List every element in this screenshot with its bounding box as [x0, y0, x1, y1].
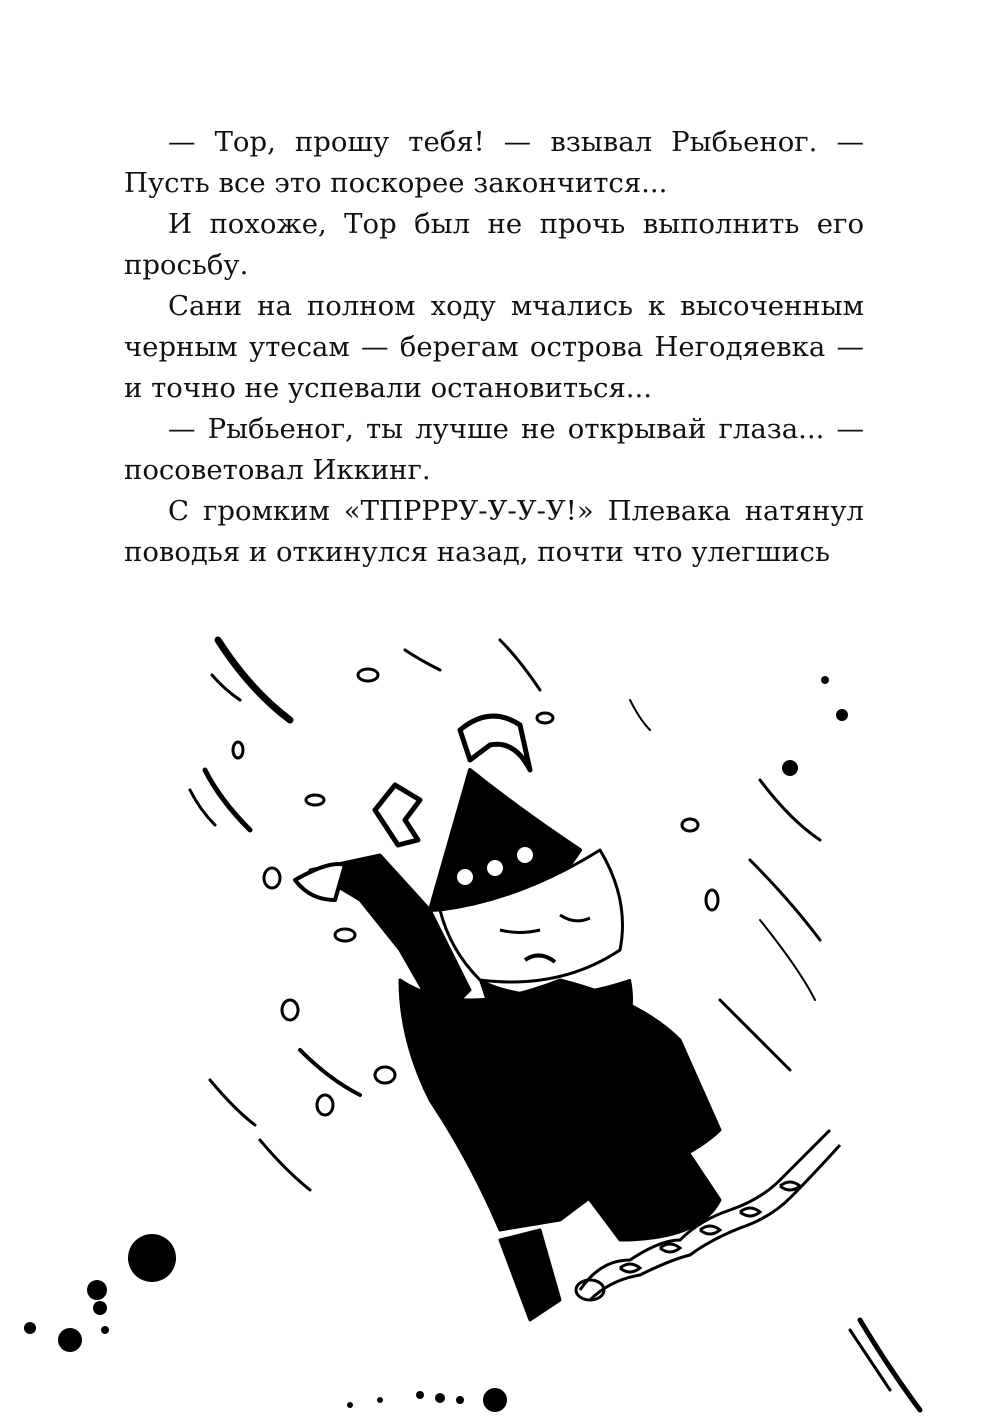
page-text [124, 122, 864, 573]
helmet-rivet [515, 845, 535, 865]
helmet-rivet [485, 858, 505, 878]
left-horn [375, 785, 420, 845]
paragraph-4: — Рыбьеног, ты лучше не открывай глаза... — посоветовал Иккинг. [124, 413, 864, 486]
helmet-rivet [455, 867, 475, 887]
paragraph-1: — Тор, прошу тебя! — взывал Рыбьеног. — Пусть все это поскорее закончится... [124, 126, 864, 199]
sled-runner [500, 1230, 560, 1320]
viking-sketch-illustration [0, 600, 1000, 1424]
right-horn [460, 716, 530, 770]
paragraph-2: И похоже, Тор был не прочь выполнить его просьбу. [124, 208, 864, 281]
rein-hand [295, 864, 345, 900]
viking-figure [295, 716, 720, 1320]
paragraph-3: Сани на полном ходу мчались к высоченным черным утесам — берегам острова Негодяевка — и точно не успевали остановиться... [124, 290, 864, 404]
paragraph-5: С громким «ТПРРРУ-У-У-У!» Плевака натянул поводья и откинулся назад, почти что улегшись [124, 495, 864, 568]
